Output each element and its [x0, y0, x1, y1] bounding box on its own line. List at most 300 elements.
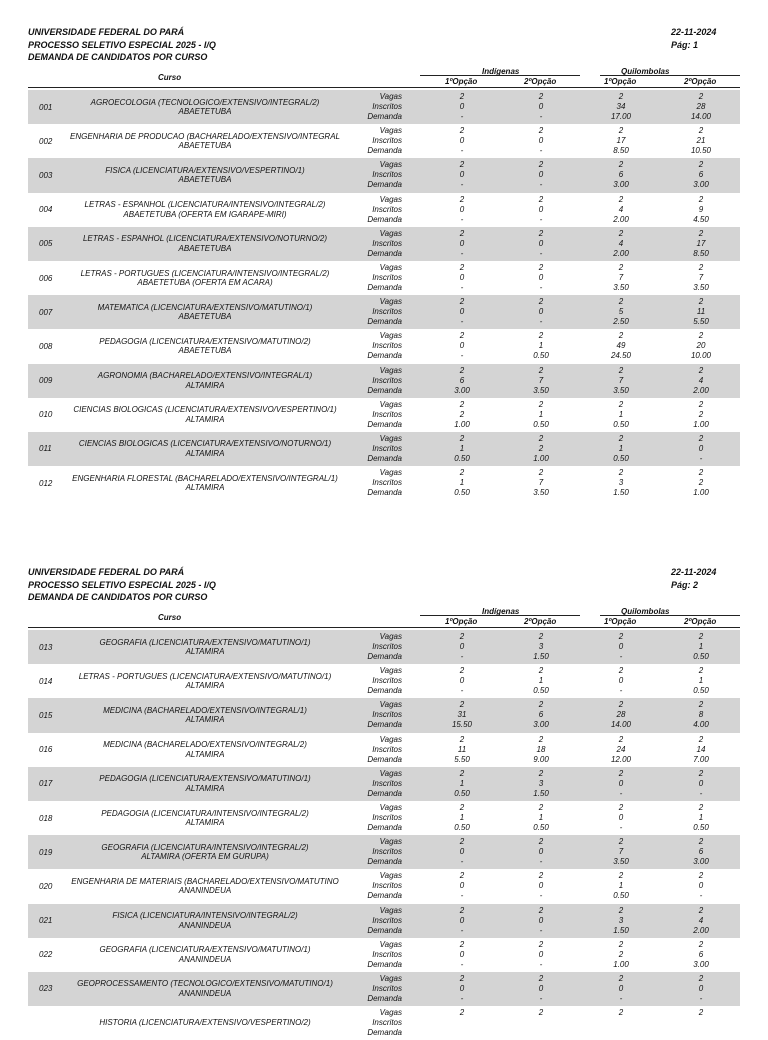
demanda-value: 0.50	[454, 453, 470, 463]
table-row	[28, 869, 740, 903]
course-campus: ALTAMIRA	[185, 749, 225, 759]
demanda-value: -	[460, 112, 464, 121]
quilombolas-opcao1-values	[596, 871, 646, 901]
quilombolas-opcao2-values	[676, 366, 726, 396]
inscritos-value: 0	[459, 847, 465, 857]
course-code: 008	[39, 341, 53, 351]
table-row	[28, 801, 740, 835]
inscritos-value: 4	[698, 915, 704, 925]
course-title: AGROECOLOGIA (TECNOLOGICO/EXTENSIVO/INTEGRAL/2)	[90, 97, 320, 107]
inscritos-value: 4	[618, 238, 624, 248]
label-demanda: Demanda	[367, 857, 402, 867]
demanda-value: 24.50	[610, 351, 632, 361]
indigenas-opcao2-values	[516, 229, 566, 259]
table-row	[28, 398, 740, 432]
inscritos-value: 0	[459, 272, 465, 282]
indigenas-opcao2-values	[516, 837, 566, 867]
demanda-value: 5.50	[693, 317, 709, 327]
vagas-value: 2	[618, 126, 624, 136]
report-date: 22-11-2024	[671, 27, 717, 37]
inscritos-value: 0	[538, 170, 544, 180]
demanda-value: -	[460, 351, 464, 361]
course-name	[68, 698, 342, 732]
course-name	[68, 972, 342, 1006]
demanda-value: -	[460, 993, 464, 1003]
label-demanda: Demanda	[367, 993, 402, 1003]
label-inscritos: Inscritos	[372, 375, 402, 385]
quilombolas-opcao2-values	[676, 434, 726, 464]
row-labels	[364, 1008, 402, 1038]
demanda-value: 2.00	[693, 925, 709, 935]
vagas-value: 2	[459, 939, 465, 949]
vagas-value: 2	[698, 194, 704, 204]
vagas-value: 2	[459, 92, 465, 101]
row-labels	[364, 803, 402, 833]
label-demanda: Demanda	[367, 180, 402, 190]
demanda-value: -	[699, 891, 703, 901]
quilombolas-opcao1-values	[596, 803, 646, 833]
inscritos-value: 6	[698, 170, 704, 180]
process-name: PROCESSO SELETIVO ESPECIAL 2025 - I/Q	[28, 39, 216, 50]
vagas-value: 2	[538, 194, 544, 204]
course-code: 005	[39, 239, 53, 249]
quilombolas-opcao2-values	[676, 126, 726, 156]
course-title: LETRAS - PORTUGUES (LICENCIATURA/EXTENSIVO/MATUTINO/1)	[78, 671, 332, 681]
indigenas-opcao1-values	[437, 906, 487, 936]
course-campus: ALTAMIRA	[185, 818, 225, 828]
indigenas-opcao1-values	[437, 263, 487, 293]
label-inscritos: Inscritos	[372, 778, 402, 788]
vagas-value: 2	[538, 331, 544, 341]
quilombolas-opcao1-values	[596, 229, 646, 259]
course-campus: ALTAMIRA (OFERTA EM GURUPA)	[141, 852, 269, 862]
inscritos-value: 0	[538, 915, 544, 925]
indigenas-opcao1-values	[437, 632, 487, 662]
vagas-value: 2	[618, 837, 624, 847]
vagas-value: 2	[459, 468, 465, 478]
inscritos-value: 0	[538, 238, 544, 248]
demanda-value: -	[619, 993, 623, 1003]
vagas-value: 2	[618, 433, 624, 443]
demanda-value: 3.50	[613, 385, 629, 395]
report-meta	[671, 566, 716, 591]
demanda-value: -	[539, 112, 543, 121]
course-campus: ALTAMIRA	[185, 715, 225, 725]
label-vagas: Vagas	[379, 939, 402, 949]
row-labels	[364, 700, 402, 730]
table-row	[28, 432, 740, 466]
indigenas-opcao1-values	[437, 297, 487, 327]
vagas-value: 2	[459, 666, 465, 676]
indigenas-opcao1-values	[437, 769, 487, 799]
course-code: 014	[39, 676, 53, 686]
indigenas-opcao1-values	[437, 92, 487, 122]
inscritos-value: 6	[698, 847, 704, 857]
inscritos-value: 1	[618, 881, 624, 891]
label-demanda: Demanda	[367, 959, 402, 969]
vagas-value: 2	[618, 365, 624, 375]
course-table	[28, 90, 740, 500]
col-ind-opcao1: 1ºOpção	[445, 617, 478, 626]
inscritos-value: 4	[698, 375, 704, 385]
table-row	[28, 664, 740, 698]
label-inscritos: Inscritos	[372, 915, 402, 925]
inscritos-value: 0	[538, 847, 544, 857]
demanda-value: -	[539, 925, 543, 935]
quilombolas-opcao2-values	[676, 468, 726, 498]
demanda-value: 2.00	[613, 214, 629, 224]
vagas-value: 2	[698, 837, 704, 847]
demanda-value: 0.50	[533, 351, 549, 361]
inscritos-value: 7	[538, 478, 544, 488]
row-labels	[364, 735, 402, 765]
course-name	[68, 90, 342, 124]
inscritos-value: 6	[618, 170, 624, 180]
row-labels	[364, 366, 402, 396]
inscritos-value: 3	[538, 778, 544, 788]
course-campus: ABAETETUBA	[178, 141, 232, 151]
inscritos-value: 31	[457, 710, 467, 720]
demanda-value: 17.00	[610, 112, 632, 121]
vagas-value: 2	[618, 228, 624, 238]
demanda-value: 2.00	[693, 385, 709, 395]
label-demanda: Demanda	[367, 214, 402, 224]
vagas-value: 2	[459, 194, 465, 204]
course-code: 007	[39, 307, 53, 317]
vagas-value: 2	[618, 194, 624, 204]
vagas-value: 2	[698, 802, 704, 812]
vagas-value: 2	[459, 331, 465, 341]
row-labels	[364, 871, 402, 901]
label-vagas: Vagas	[379, 632, 402, 641]
vagas-value: 2	[698, 768, 704, 778]
label-demanda: Demanda	[367, 754, 402, 764]
quilombolas-opcao1-values	[596, 195, 646, 225]
inscritos-value: 0	[618, 676, 624, 686]
col-ind-opcao2: 2ºOpção	[524, 77, 557, 86]
course-campus: ALTAMIRA	[185, 380, 225, 390]
label-vagas: Vagas	[379, 126, 402, 136]
label-demanda: Demanda	[367, 351, 402, 361]
vagas-value: 2	[459, 262, 465, 272]
vagas-value: 2	[618, 802, 624, 812]
inscritos-value: 0	[538, 983, 544, 993]
inscritos-value: 0	[618, 812, 624, 822]
demanda-value: 3.50	[533, 385, 549, 395]
report-header	[28, 26, 216, 64]
inscritos-value: 17	[616, 136, 626, 146]
report-header	[28, 566, 216, 604]
vagas-value: 2	[459, 632, 465, 641]
row-labels	[364, 92, 402, 122]
vagas-value: 2	[698, 297, 704, 307]
course-code: 001	[39, 102, 53, 112]
vagas-value: 2	[459, 734, 465, 744]
demanda-value: 3.50	[693, 282, 709, 292]
quilombolas-opcao1-values	[596, 468, 646, 498]
vagas-value: 2	[618, 468, 624, 478]
vagas-value: 2	[698, 228, 704, 238]
course-campus: ALTAMIRA	[185, 647, 225, 657]
table-row	[28, 329, 740, 363]
vagas-value: 2	[538, 802, 544, 812]
course-campus: ABAETETUBA	[178, 107, 232, 117]
label-vagas: Vagas	[379, 433, 402, 443]
demanda-value: -	[460, 686, 464, 696]
demanda-value: 3.00	[613, 180, 629, 190]
indigenas-opcao2-values	[516, 906, 566, 936]
vagas-value: 2	[459, 1008, 465, 1018]
vagas-value: 2	[538, 837, 544, 847]
label-demanda: Demanda	[367, 720, 402, 730]
label-inscritos: Inscritos	[372, 204, 402, 214]
demanda-value: -	[539, 214, 543, 224]
inscritos-value: 7	[618, 375, 624, 385]
inscritos-value: 0	[459, 881, 465, 891]
label-inscritos: Inscritos	[372, 1018, 402, 1028]
inscritos-value: 2	[538, 443, 544, 453]
course-name	[68, 124, 342, 158]
demanda-value: -	[539, 317, 543, 327]
course-title: PEDAGOGIA (LICENCIATURA/INTENSIVO/INTEGRAL/2)	[101, 808, 309, 818]
label-demanda: Demanda	[367, 652, 402, 661]
inscritos-value: 1	[459, 778, 465, 788]
inscritos-value: 0	[698, 881, 704, 891]
quilombolas-opcao2-values	[676, 263, 726, 293]
label-inscritos: Inscritos	[372, 170, 402, 180]
indigenas-opcao2-values	[516, 366, 566, 396]
course-name	[68, 869, 342, 903]
course-campus: ANANINDEUA	[178, 988, 232, 998]
indigenas-opcao1-values	[437, 940, 487, 970]
indigenas-opcao1-values	[437, 735, 487, 765]
table-row	[28, 1006, 740, 1040]
report-title: DEMANDA DE CANDIDATOS POR CURSO	[28, 592, 208, 602]
course-title: GEOPROCESSAMENTO (TECNOLOGICO/EXTENSIVO/MATUTINO/1)	[77, 979, 333, 989]
inscritos-value: 0	[459, 642, 465, 651]
quilombolas-opcao2-values	[676, 632, 726, 662]
label-inscritos: Inscritos	[372, 409, 402, 419]
vagas-value: 2	[538, 666, 544, 676]
quilombolas-opcao1-values	[596, 632, 646, 662]
label-inscritos: Inscritos	[372, 812, 402, 822]
course-name	[68, 801, 342, 835]
course-code: 017	[39, 779, 53, 789]
course-name	[68, 904, 342, 938]
vagas-value: 2	[459, 802, 465, 812]
course-code: 019	[39, 847, 53, 857]
demanda-value: 4.00	[693, 720, 709, 730]
demanda-value: -	[539, 180, 543, 190]
table-row	[28, 630, 740, 664]
vagas-value: 2	[698, 666, 704, 676]
quilombolas-opcao1-values	[596, 906, 646, 936]
course-title: ENGENHARIA DE MATERIAIS (BACHARELADO/EXTENSIVO/MATUTINO	[71, 876, 339, 886]
demanda-value: 0.50	[613, 419, 629, 429]
label-vagas: Vagas	[379, 297, 402, 307]
demanda-value: -	[539, 891, 543, 901]
table-row	[28, 835, 740, 869]
indigenas-opcao2-values	[516, 468, 566, 498]
course-name	[68, 227, 342, 261]
inscritos-value: 1	[698, 642, 704, 651]
label-inscritos: Inscritos	[372, 983, 402, 993]
indigenas-opcao2-values	[516, 769, 566, 799]
demanda-value: 1.00	[693, 419, 709, 429]
demanda-value: 3.00	[693, 857, 709, 867]
demanda-value: 0.50	[533, 822, 549, 832]
inscritos-value: 1	[538, 676, 544, 686]
process-name: PROCESSO SELETIVO ESPECIAL 2025 - I/Q	[28, 579, 216, 590]
course-name	[68, 329, 342, 363]
demanda-value: -	[460, 248, 464, 258]
quilombolas-opcao1-values	[596, 666, 646, 696]
demanda-value: 1.00	[454, 419, 470, 429]
course-name	[68, 398, 342, 432]
quilombolas-opcao1-values	[596, 366, 646, 396]
table-row	[28, 733, 740, 767]
quilombolas-opcao2-values	[676, 906, 726, 936]
vagas-value: 2	[698, 939, 704, 949]
course-name	[68, 432, 342, 466]
table-row	[28, 227, 740, 261]
quilombolas-opcao2-values	[676, 735, 726, 765]
col-qui-opcao1: 1ºOpção	[604, 617, 637, 626]
indigenas-opcao2-values	[516, 666, 566, 696]
quilombolas-opcao2-values	[676, 229, 726, 259]
indigenas-opcao1-values	[437, 400, 487, 430]
indigenas-opcao2-values	[516, 434, 566, 464]
demanda-value: 1.00	[693, 488, 709, 498]
label-demanda: Demanda	[367, 385, 402, 395]
col-ind-opcao2: 2ºOpção	[524, 617, 557, 626]
inscritos-value: 0	[538, 881, 544, 891]
vagas-value: 2	[698, 160, 704, 170]
inscritos-value: 0	[459, 102, 465, 111]
label-vagas: Vagas	[379, 666, 402, 676]
label-vagas: Vagas	[379, 92, 402, 101]
inscritos-value: 0	[618, 983, 624, 993]
course-name	[68, 261, 342, 295]
demanda-value: 0.50	[613, 891, 629, 901]
vagas-value: 2	[618, 92, 624, 101]
course-title: LETRAS - ESPANHOL (LICENCIATURA/EXTENSIVO/NOTURNO/2)	[82, 234, 328, 244]
label-vagas: Vagas	[379, 837, 402, 847]
demanda-value: 3.50	[613, 857, 629, 867]
indigenas-opcao2-values	[516, 803, 566, 833]
indigenas-opcao2-values	[516, 735, 566, 765]
quilombolas-opcao1-values	[596, 769, 646, 799]
demanda-value: 9.00	[533, 754, 549, 764]
course-campus: ABAETETUBA (OFERTA EM IGARAPE-MIRI)	[123, 209, 287, 219]
label-inscritos: Inscritos	[372, 136, 402, 146]
label-demanda: Demanda	[367, 788, 402, 798]
vagas-value: 2	[698, 365, 704, 375]
vagas-value: 2	[538, 399, 544, 409]
label-demanda: Demanda	[367, 925, 402, 935]
vagas-value: 2	[538, 228, 544, 238]
indigenas-opcao1-values	[437, 195, 487, 225]
inscritos-value: 6	[538, 710, 544, 720]
demanda-value: 3.00	[693, 180, 709, 190]
vagas-value: 2	[538, 734, 544, 744]
demanda-value: 3.50	[613, 282, 629, 292]
course-name	[68, 733, 342, 767]
demanda-value: -	[460, 180, 464, 190]
quilombolas-opcao2-values	[676, 297, 726, 327]
inscritos-value: 0	[459, 170, 465, 180]
vagas-value: 2	[538, 297, 544, 307]
row-labels	[364, 263, 402, 293]
report-date: 22-11-2024	[671, 567, 717, 577]
label-inscritos: Inscritos	[372, 478, 402, 488]
indigenas-opcao2-values	[516, 974, 566, 1004]
course-code: 015	[39, 710, 53, 720]
vagas-value: 2	[618, 666, 624, 676]
demanda-value: 1.50	[613, 488, 629, 498]
col-quilombolas: Quilombolas	[621, 67, 670, 76]
vagas-value: 2	[459, 160, 465, 170]
inscritos-value: 18	[536, 744, 546, 754]
university-name: UNIVERSIDADE FEDERAL DO PARÁ	[28, 567, 185, 577]
course-table	[28, 630, 740, 1040]
col-ind-opcao1: 1ºOpção	[445, 77, 478, 86]
course-title: MATEMATICA (LICENCIATURA/EXTENSIVO/MATUTINO/1)	[97, 302, 313, 312]
course-code: 009	[39, 376, 53, 386]
vagas-value: 2	[459, 365, 465, 375]
demanda-value: -	[539, 993, 543, 1003]
vagas-value: 2	[459, 126, 465, 136]
vagas-value: 2	[618, 768, 624, 778]
demanda-value: 1.50	[613, 925, 629, 935]
demanda-value: -	[539, 959, 543, 969]
inscritos-value: 0	[538, 204, 544, 214]
page-number: Pág: 2	[671, 579, 699, 590]
indigenas-opcao1-values	[437, 837, 487, 867]
vagas-value: 2	[538, 365, 544, 375]
indigenas-opcao1-values	[437, 229, 487, 259]
inscritos-value: 1	[459, 443, 465, 453]
indigenas-opcao2-values	[516, 331, 566, 361]
table-row	[28, 193, 740, 227]
demanda-value: 4.50	[693, 214, 709, 224]
course-campus: ABAETETUBA (OFERTA EM ACARA)	[137, 278, 273, 288]
demanda-value: 0.50	[454, 488, 470, 498]
quilombolas-opcao1-values	[596, 160, 646, 190]
course-name	[68, 466, 342, 500]
label-vagas: Vagas	[379, 262, 402, 272]
vagas-value: 2	[538, 632, 544, 641]
course-code: 011	[39, 444, 52, 454]
course-name	[68, 1006, 342, 1040]
demanda-value: 3.00	[533, 720, 549, 730]
inscritos-value: 0	[459, 204, 465, 214]
quilombolas-opcao2-values	[676, 160, 726, 190]
inscritos-value: 6	[698, 949, 704, 959]
quilombolas-opcao2-values	[676, 837, 726, 867]
label-demanda: Demanda	[367, 822, 402, 832]
vagas-value: 2	[698, 871, 704, 881]
vagas-value: 2	[618, 939, 624, 949]
report-page-2	[0, 540, 768, 1038]
vagas-value: 2	[618, 262, 624, 272]
table-row	[28, 124, 740, 158]
course-code: 004	[39, 205, 53, 215]
inscritos-value: 1	[618, 409, 624, 419]
course-name	[68, 835, 342, 869]
demanda-value: 10.00	[690, 351, 712, 361]
course-name	[68, 364, 342, 398]
